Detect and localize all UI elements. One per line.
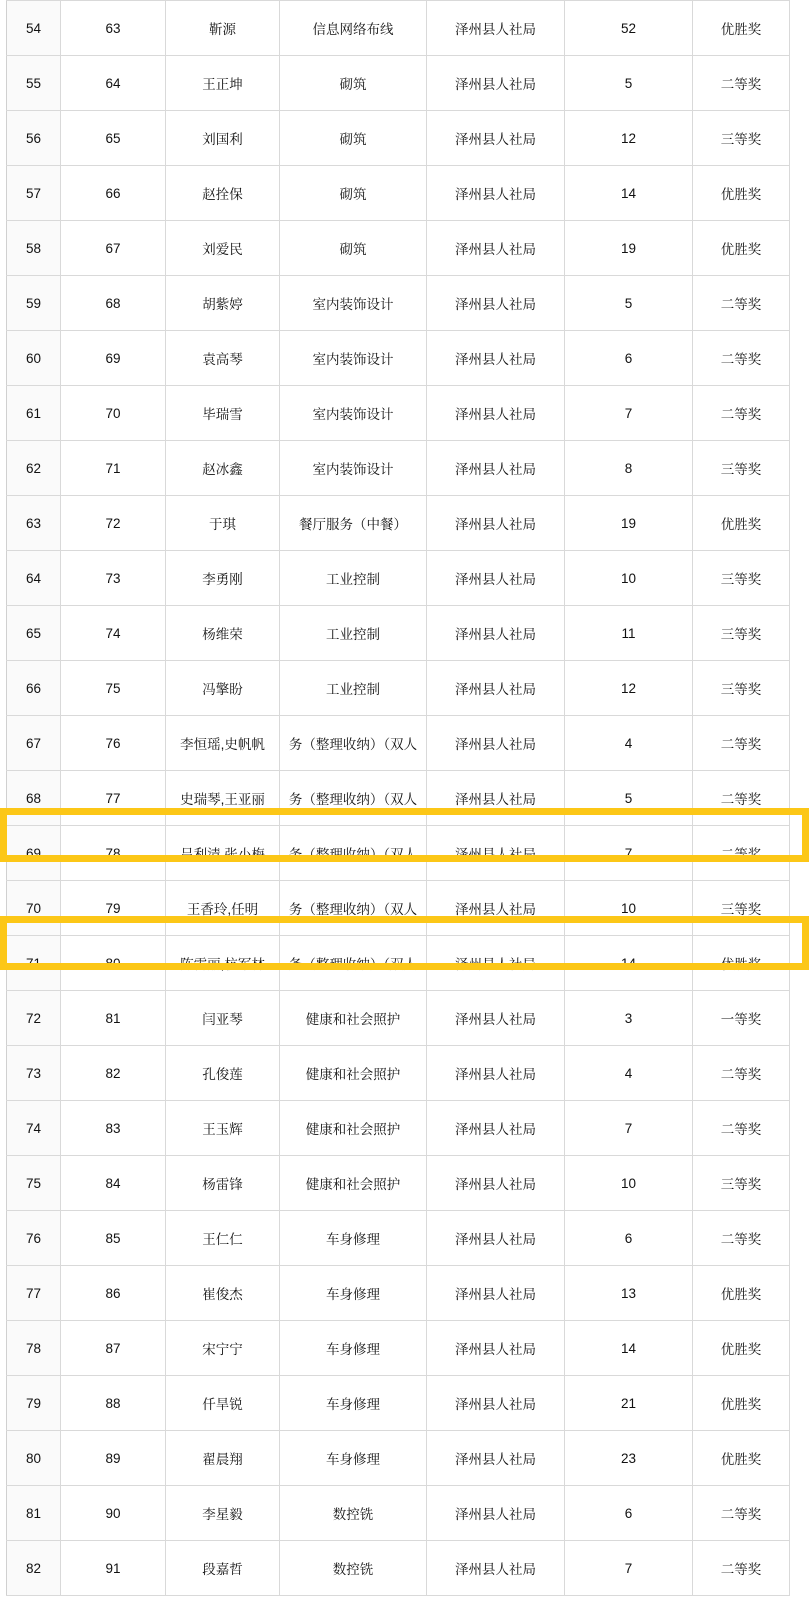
table-row[interactable] — [7, 221, 790, 276]
row-index-cell: 55 — [7, 56, 61, 111]
score-cell: 19 — [565, 221, 693, 276]
organization-cell: 泽州县人社局 — [427, 386, 565, 441]
row-index-cell: 72 — [7, 991, 61, 1046]
score-cell: 6 — [565, 1211, 693, 1266]
organization-cell: 泽州县人社局 — [427, 441, 565, 496]
contestant-name-cell: 刘爱民 — [166, 221, 280, 276]
organization-cell: 泽州县人社局 — [427, 221, 565, 276]
project-cell: 餐厅服务（中餐） — [280, 496, 427, 551]
table-row[interactable] — [7, 56, 790, 111]
entry-number-cell: 80 — [61, 936, 166, 991]
table-row[interactable] — [7, 716, 790, 771]
contestant-name-cell: 李恒瑶,史帆帆 — [166, 716, 280, 771]
contestant-name-cell: 于琪 — [166, 496, 280, 551]
row-index-cell: 80 — [7, 1431, 61, 1486]
score-cell: 13 — [565, 1266, 693, 1321]
organization-cell: 泽州县人社局 — [427, 1541, 565, 1596]
score-cell: 11 — [565, 606, 693, 661]
score-cell: 14 — [565, 166, 693, 221]
project-cell: 室内装饰设计 — [280, 276, 427, 331]
contestant-name-cell: 段嘉哲 — [166, 1541, 280, 1596]
organization-cell: 泽州县人社局 — [427, 1, 565, 56]
contestant-name-cell: 袁高琴 — [166, 331, 280, 386]
row-index-cell: 58 — [7, 221, 61, 276]
award-cell: 二等奖 — [693, 771, 790, 826]
row-index-cell: 66 — [7, 661, 61, 716]
project-cell: 信息网络布线 — [280, 1, 427, 56]
organization-cell: 泽州县人社局 — [427, 1266, 565, 1321]
project-cell: 数控铣 — [280, 1541, 427, 1596]
project-cell: 务（整理收纳）（双人 — [280, 771, 427, 826]
project-cell: 室内装饰设计 — [280, 386, 427, 441]
score-cell: 7 — [565, 1101, 693, 1156]
project-cell: 健康和社会照护 — [280, 1156, 427, 1211]
entry-number-cell: 86 — [61, 1266, 166, 1321]
entry-number-cell: 81 — [61, 991, 166, 1046]
row-index-cell: 82 — [7, 1541, 61, 1596]
organization-cell: 泽州县人社局 — [427, 331, 565, 386]
entry-number-cell: 83 — [61, 1101, 166, 1156]
contestant-name-cell: 冯擎盼 — [166, 661, 280, 716]
project-cell: 室内装饰设计 — [280, 331, 427, 386]
table-row[interactable] — [7, 1101, 790, 1156]
organization-cell: 泽州县人社局 — [427, 276, 565, 331]
award-cell: 二等奖 — [693, 276, 790, 331]
award-cell: 优胜奖 — [693, 1321, 790, 1376]
table-row[interactable] — [7, 1321, 790, 1376]
row-index-cell: 81 — [7, 1486, 61, 1541]
contestant-name-cell: 刘国利 — [166, 111, 280, 166]
contestant-name-cell: 宋宁宁 — [166, 1321, 280, 1376]
entry-number-cell: 88 — [61, 1376, 166, 1431]
organization-cell: 泽州县人社局 — [427, 1211, 565, 1266]
score-cell: 3 — [565, 991, 693, 1046]
organization-cell: 泽州县人社局 — [427, 716, 565, 771]
award-cell: 二等奖 — [693, 826, 790, 881]
table-row[interactable] — [7, 881, 790, 936]
table-row[interactable] — [7, 111, 790, 166]
organization-cell: 泽州县人社局 — [427, 936, 565, 991]
entry-number-cell: 89 — [61, 1431, 166, 1486]
entry-number-cell: 70 — [61, 386, 166, 441]
project-cell: 健康和社会照护 — [280, 1101, 427, 1156]
project-cell: 工业控制 — [280, 551, 427, 606]
entry-number-cell: 65 — [61, 111, 166, 166]
entry-number-cell: 63 — [61, 1, 166, 56]
row-index-cell: 69 — [7, 826, 61, 881]
award-cell: 三等奖 — [693, 606, 790, 661]
score-cell: 7 — [565, 826, 693, 881]
contestant-name-cell: 王玉辉 — [166, 1101, 280, 1156]
organization-cell: 泽州县人社局 — [427, 661, 565, 716]
row-index-cell: 67 — [7, 716, 61, 771]
table-row[interactable] — [7, 276, 790, 331]
project-cell: 车身修理 — [280, 1431, 427, 1486]
contestant-name-cell: 闫亚琴 — [166, 991, 280, 1046]
score-cell: 7 — [565, 1541, 693, 1596]
table-row[interactable] — [7, 826, 790, 881]
project-cell: 砌筑 — [280, 221, 427, 276]
score-cell: 21 — [565, 1376, 693, 1431]
award-cell: 优胜奖 — [693, 1, 790, 56]
score-cell: 12 — [565, 111, 693, 166]
contestant-name-cell: 杨雷锋 — [166, 1156, 280, 1211]
table-row[interactable] — [7, 1266, 790, 1321]
organization-cell: 泽州县人社局 — [427, 1046, 565, 1101]
score-cell: 7 — [565, 386, 693, 441]
entry-number-cell: 74 — [61, 606, 166, 661]
row-index-cell: 61 — [7, 386, 61, 441]
row-index-cell: 68 — [7, 771, 61, 826]
table-row[interactable] — [7, 1, 790, 56]
project-cell: 砌筑 — [280, 56, 427, 111]
score-cell: 14 — [565, 1321, 693, 1376]
table-row[interactable] — [7, 331, 790, 386]
contestant-name-cell: 毕瑞雪 — [166, 386, 280, 441]
row-index-cell: 71 — [7, 936, 61, 991]
table-row[interactable] — [7, 1211, 790, 1266]
organization-cell: 泽州县人社局 — [427, 826, 565, 881]
organization-cell: 泽州县人社局 — [427, 881, 565, 936]
entry-number-cell: 64 — [61, 56, 166, 111]
organization-cell: 泽州县人社局 — [427, 606, 565, 661]
row-index-cell: 76 — [7, 1211, 61, 1266]
score-cell: 14 — [565, 936, 693, 991]
entry-number-cell: 67 — [61, 221, 166, 276]
entry-number-cell: 78 — [61, 826, 166, 881]
award-cell: 二等奖 — [693, 716, 790, 771]
project-cell: 砌筑 — [280, 166, 427, 221]
score-cell: 4 — [565, 716, 693, 771]
award-cell: 三等奖 — [693, 111, 790, 166]
award-cell: 三等奖 — [693, 661, 790, 716]
award-cell: 优胜奖 — [693, 1431, 790, 1486]
award-cell: 二等奖 — [693, 1211, 790, 1266]
row-index-cell: 56 — [7, 111, 61, 166]
score-cell: 10 — [565, 551, 693, 606]
table-row[interactable] — [7, 1486, 790, 1541]
project-cell: 健康和社会照护 — [280, 991, 427, 1046]
entry-number-cell: 75 — [61, 661, 166, 716]
organization-cell: 泽州县人社局 — [427, 166, 565, 221]
award-cell: 二等奖 — [693, 1101, 790, 1156]
contestant-name-cell: 王香玲,任明 — [166, 881, 280, 936]
entry-number-cell: 84 — [61, 1156, 166, 1211]
score-cell: 12 — [565, 661, 693, 716]
score-cell: 52 — [565, 1, 693, 56]
row-index-cell: 73 — [7, 1046, 61, 1101]
project-cell: 车身修理 — [280, 1266, 427, 1321]
organization-cell: 泽州县人社局 — [427, 1431, 565, 1486]
organization-cell: 泽州县人社局 — [427, 551, 565, 606]
entry-number-cell: 77 — [61, 771, 166, 826]
award-cell: 二等奖 — [693, 1486, 790, 1541]
award-cell: 优胜奖 — [693, 166, 790, 221]
table-row[interactable] — [7, 441, 790, 496]
award-cell: 二等奖 — [693, 56, 790, 111]
organization-cell: 泽州县人社局 — [427, 56, 565, 111]
award-cell: 优胜奖 — [693, 1376, 790, 1431]
entry-number-cell: 91 — [61, 1541, 166, 1596]
contestant-name-cell: 史瑞琴,王亚丽 — [166, 771, 280, 826]
contestant-name-cell: 胡紫婷 — [166, 276, 280, 331]
entry-number-cell: 66 — [61, 166, 166, 221]
row-index-cell: 79 — [7, 1376, 61, 1431]
project-cell: 室内装饰设计 — [280, 441, 427, 496]
table-row[interactable] — [7, 991, 790, 1046]
organization-cell: 泽州县人社局 — [427, 771, 565, 826]
award-cell: 一等奖 — [693, 991, 790, 1046]
project-cell: 务（整理收纳）（双人 — [280, 716, 427, 771]
contestant-name-cell: 王正坤 — [166, 56, 280, 111]
score-cell: 8 — [565, 441, 693, 496]
entry-number-cell: 68 — [61, 276, 166, 331]
contestant-name-cell: 崔俊杰 — [166, 1266, 280, 1321]
score-cell: 5 — [565, 276, 693, 331]
table-row[interactable] — [7, 771, 790, 826]
table-row[interactable] — [7, 1431, 790, 1486]
award-cell: 二等奖 — [693, 386, 790, 441]
table-row[interactable] — [7, 496, 790, 551]
organization-cell: 泽州县人社局 — [427, 1156, 565, 1211]
row-index-cell: 57 — [7, 166, 61, 221]
project-cell: 车身修理 — [280, 1321, 427, 1376]
table-row[interactable] — [7, 1541, 790, 1596]
row-index-cell: 78 — [7, 1321, 61, 1376]
entry-number-cell: 90 — [61, 1486, 166, 1541]
score-cell: 19 — [565, 496, 693, 551]
table-body — [7, 1, 790, 1596]
table-row[interactable] — [7, 166, 790, 221]
contestant-name-cell: 靳源 — [166, 1, 280, 56]
project-cell: 务（整理收纳）（双人 — [280, 936, 427, 991]
score-cell: 10 — [565, 881, 693, 936]
entry-number-cell: 73 — [61, 551, 166, 606]
table-row[interactable] — [7, 1376, 790, 1431]
score-cell: 5 — [565, 771, 693, 826]
award-cell: 三等奖 — [693, 441, 790, 496]
project-cell: 务（整理收纳）（双人 — [280, 826, 427, 881]
project-cell: 数控铣 — [280, 1486, 427, 1541]
score-cell: 6 — [565, 331, 693, 386]
award-cell: 三等奖 — [693, 1156, 790, 1211]
contestant-name-cell: 赵冰鑫 — [166, 441, 280, 496]
score-cell: 6 — [565, 1486, 693, 1541]
score-cell: 4 — [565, 1046, 693, 1101]
table-row[interactable] — [7, 1156, 790, 1211]
results-table — [6, 0, 790, 1596]
organization-cell: 泽州县人社局 — [427, 1486, 565, 1541]
row-index-cell: 77 — [7, 1266, 61, 1321]
row-index-cell: 62 — [7, 441, 61, 496]
entry-number-cell: 71 — [61, 441, 166, 496]
row-index-cell: 74 — [7, 1101, 61, 1156]
project-cell: 砌筑 — [280, 111, 427, 166]
project-cell: 务（整理收纳）（双人 — [280, 881, 427, 936]
entry-number-cell: 79 — [61, 881, 166, 936]
organization-cell: 泽州县人社局 — [427, 1321, 565, 1376]
table-row[interactable] — [7, 1046, 790, 1101]
award-cell: 优胜奖 — [693, 1266, 790, 1321]
award-cell: 二等奖 — [693, 1541, 790, 1596]
organization-cell: 泽州县人社局 — [427, 991, 565, 1046]
award-cell: 三等奖 — [693, 881, 790, 936]
contestant-name-cell: 李星毅 — [166, 1486, 280, 1541]
contestant-name-cell: 陈雷丽,杭军林 — [166, 936, 280, 991]
table-row[interactable] — [7, 661, 790, 716]
row-index-cell: 54 — [7, 1, 61, 56]
table-row[interactable] — [7, 386, 790, 441]
award-cell: 优胜奖 — [693, 496, 790, 551]
award-cell: 二等奖 — [693, 331, 790, 386]
contestant-name-cell: 吕利清,张小梅 — [166, 826, 280, 881]
contestant-name-cell: 翟晨翔 — [166, 1431, 280, 1486]
project-cell: 车身修理 — [280, 1376, 427, 1431]
score-cell: 5 — [565, 56, 693, 111]
entry-number-cell: 72 — [61, 496, 166, 551]
award-cell: 优胜奖 — [693, 936, 790, 991]
contestant-name-cell: 赵拴保 — [166, 166, 280, 221]
row-index-cell: 64 — [7, 551, 61, 606]
table-row[interactable] — [7, 606, 790, 661]
row-index-cell: 63 — [7, 496, 61, 551]
project-cell: 工业控制 — [280, 606, 427, 661]
project-cell: 健康和社会照护 — [280, 1046, 427, 1101]
entry-number-cell: 87 — [61, 1321, 166, 1376]
contestant-name-cell: 孔俊莲 — [166, 1046, 280, 1101]
organization-cell: 泽州县人社局 — [427, 111, 565, 166]
award-cell: 二等奖 — [693, 1046, 790, 1101]
entry-number-cell: 69 — [61, 331, 166, 386]
row-index-cell: 75 — [7, 1156, 61, 1211]
entry-number-cell: 76 — [61, 716, 166, 771]
row-index-cell: 59 — [7, 276, 61, 331]
project-cell: 工业控制 — [280, 661, 427, 716]
score-cell: 23 — [565, 1431, 693, 1486]
table-row[interactable] — [7, 936, 790, 991]
score-cell: 10 — [565, 1156, 693, 1211]
row-index-cell: 65 — [7, 606, 61, 661]
organization-cell: 泽州县人社局 — [427, 1376, 565, 1431]
row-index-cell: 60 — [7, 331, 61, 386]
contestant-name-cell: 李勇刚 — [166, 551, 280, 606]
contestant-name-cell: 杨维荣 — [166, 606, 280, 661]
organization-cell: 泽州县人社局 — [427, 1101, 565, 1156]
award-cell: 优胜奖 — [693, 221, 790, 276]
contestant-name-cell: 王仁仁 — [166, 1211, 280, 1266]
organization-cell: 泽州县人社局 — [427, 496, 565, 551]
entry-number-cell: 82 — [61, 1046, 166, 1101]
table-row[interactable] — [7, 551, 790, 606]
entry-number-cell: 85 — [61, 1211, 166, 1266]
contestant-name-cell: 仟旱锐 — [166, 1376, 280, 1431]
project-cell: 车身修理 — [280, 1211, 427, 1266]
award-cell: 三等奖 — [693, 551, 790, 606]
row-index-cell: 70 — [7, 881, 61, 936]
